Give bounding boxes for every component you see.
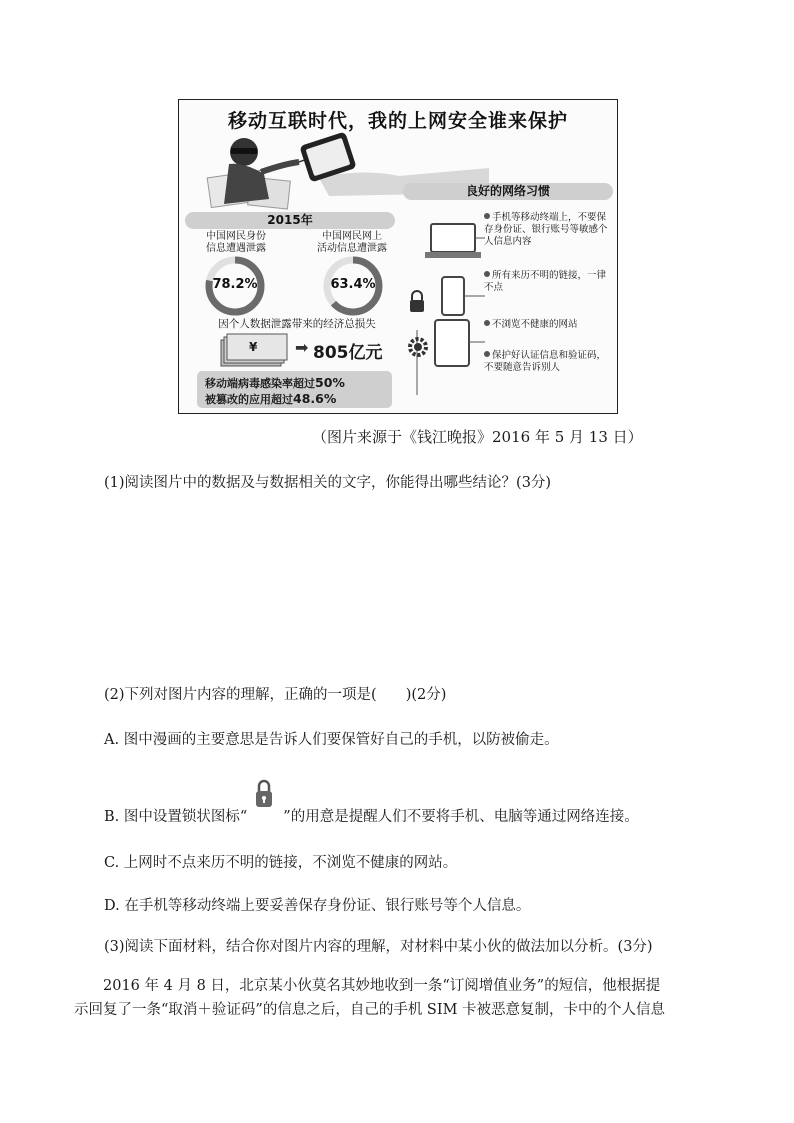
habit-text: 不浏览不健康的网站 [492,319,578,330]
habit-item-1 [484,212,614,248]
year-label: 2015年 [185,212,395,229]
virus-line2 [205,391,336,407]
stat1-label: 中国网民身份 信息遭遇泄露 [206,231,266,254]
question-1: (1)阅读图片中的数据及与数据相关的文字，你能得出哪些结论？(3分) [104,475,552,491]
habit-text: 手机等移动终端上，不要保存身份证、银行账号等敏感个人信息内容 [484,212,608,247]
material-line-1-text: 2016 年 4 月 8 日，北京某小伙莫名其妙地收到一条“订阅增值业务”的短信，他根据提 [103,978,661,994]
loss-label: 因个人数据泄露带来的经济总损失 [218,318,376,330]
infographic-figure [178,99,618,414]
loss-value: 805亿元 [313,343,383,363]
stat1-value: 78.2% [212,277,258,292]
stat2-value: 63.4% [330,277,376,292]
virus-line2-value: 48.6% [293,391,337,406]
option-b-lock-icon [247,807,283,821]
question-2: (2)下列对图片内容的理解，正确的一项是( )(2分) [104,687,447,703]
option-a: A. 图中漫画的主要意思是告诉人们要保管好自己的手机，以防被偷走。 [104,732,559,748]
bullet-dot-icon [484,271,490,277]
material-line-1 [74,974,724,998]
habit-item-3 [484,319,614,331]
option-d: D. 在手机等移动终端上要妥善保存身份证、银行账号等个人信息。 [104,898,531,914]
figure-title: 移动互联时代，我的上网安全谁来保护 [227,110,568,132]
habit-text: 所有来历不明的链接，一律不点 [484,270,607,293]
virus-line2-prefix: 被篡改的应用超过 [205,393,293,406]
option-b [104,805,639,826]
habits-title: 良好的网络习惯 [403,183,613,200]
virus-line1 [205,375,345,391]
figure-caption: （图片来源于《钱江晚报》2016 年 5 月 13 日） [312,428,643,446]
currency-symbol: ¥ [249,340,258,354]
question-3: (3)阅读下面材料，结合你对图片内容的理解，对材料中某小伙的做法加以分析。(3分) [104,939,653,955]
virus-line1-prefix: 移动端病毒感染率超过 [205,377,315,390]
material-paragraph [74,974,724,1022]
virus-line1-value: 50% [315,375,345,390]
bullet-dot-icon [484,320,490,326]
gear-icon [405,334,431,360]
arrow-icon: ➡ [295,338,309,357]
habit-item-2 [484,270,614,294]
habit-text: 保护好认证信息和验证码，不要随意告诉别人 [484,350,607,373]
habit-item-4 [484,350,614,374]
bullet-dot-icon [484,213,490,219]
bullet-dot-icon [484,351,490,357]
material-line-2: 示回复了一条“取消＋验证码”的信息之后，自己的手机 SIM 卡被恶意复制，卡中的个人信息 [74,1002,666,1018]
option-b-prefix: B. 图中设置锁状图标“ [104,809,248,825]
stat2-label: 中国网民网上 活动信息遭泄露 [317,231,387,254]
option-b-suffix: ”的用意是提醒人们不要将手机、电脑等通过网络连接。 [283,809,639,825]
option-c: C. 上网时不点来历不明的链接，不浏览不健康的网站。 [104,855,458,871]
lock-icon [407,290,427,314]
